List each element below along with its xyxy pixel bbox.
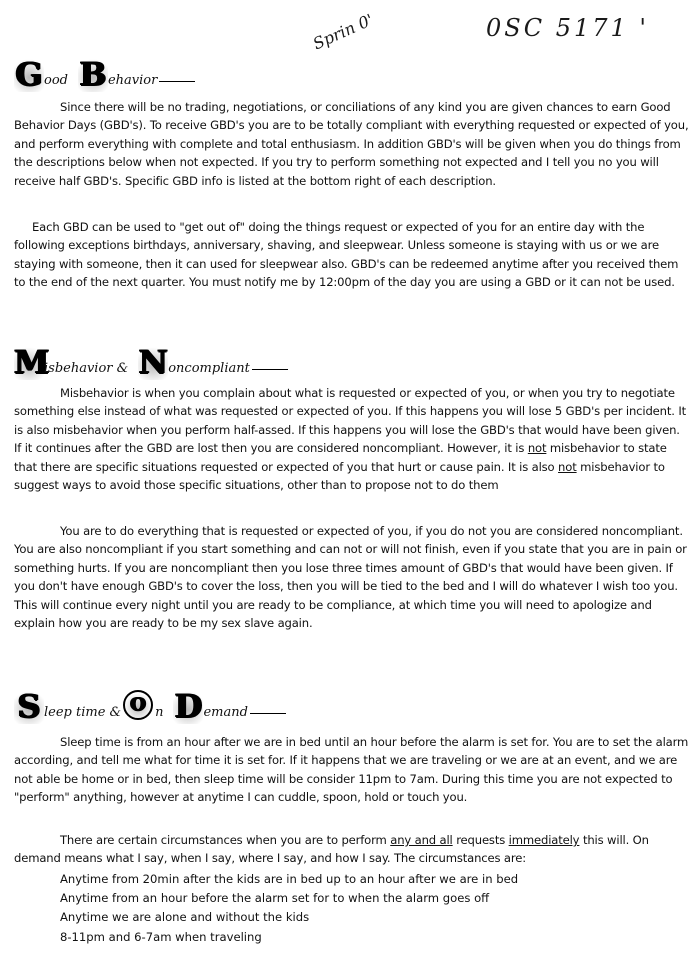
circumstance-list-item: Anytime from 20min after the kids are in bed up to an hour after we are in bed [60,872,519,886]
emphasized-not-2: not [558,459,577,474]
noncompliant-paragraph: You are to do everything that is requested or expected of you, if you do not you are considered noncompliant. You are also noncompliant if you start something and can not or will not finish, even if you state that you are in pain or something hurts. If you are noncompliant then you lose three times amount of GBD's that would have been given. If you don't have enough GBD's to cover the loss, then you will be tied to the bed and I will do whatever I wish too you. This will continue every night until you are ready to be compliance, at which time you will need to apologize and explain how you are ready to be my sex slave again. [14,524,687,631]
decorative-initial-d: D [174,687,203,725]
on-demand-paragraph [14,831,690,868]
circumstance-list-item: Anytime we are alone and without the kids [60,910,310,924]
sleep-time-paragraph: Sleep time is from an hour after we are in bed until an hour before the alarm is set for. You are to set the alarm according, and tell me what for time it is set for. If it happens that we are traveling or we are at an event, and we are not able be home or in bed, then sleep time will be consider 11pm to 7am. During this time you are not expected to "perform" anything, however at anytime I can cuddle, spoon, hold or touch you. [14,735,689,805]
heading-word-ood: ood [44,73,68,88]
good-behavior-heading [14,52,195,92]
emphasized-any-and-all: any and all [390,833,453,847]
decorative-initial-s: S [14,688,44,724]
misbehavior-text-part-3: misbehavior to suggest ways to avoid those specific situations, other than to propose not to do them [14,459,665,493]
good-behavior-paragraph-1: Since there will be no trading, negotiations, or conciliations of any kind you are given chances to earn Good Behavior Days (GBD's). To receive GBD's you are to be totally compliant with everything requested or expected of you, and perform everything with complete and total enthusiasm. In addition GBD's will be given when you do things from the descriptions below when not expected. If you try to perform something not expected and I tell you no you will receive half GBD's. Specific GBD info is listed at the bottom right of each description. [14,100,689,188]
circumstance-list-item: Anytime from an hour before the alarm set for to when the alarm goes off [60,891,490,905]
misbehavior-paragraph-1 [14,384,690,494]
decorative-initial-m: M [14,343,50,381]
misbehavior-text-part-1: Misbehavior is when you complain about what is requested or expected of you, or when you try to negotiate something else instead of what was requested or expected of you. If this happens you will lose 5 GBD's per incident. It is also misbehavior when you perform half-assed. If this happens you will lose the GBD's that would have been given. If it continues after the GBD are lost then you are considered noncompliant. However, it is [14,386,686,456]
heading-word-n: n [155,705,164,720]
heading-word-isbehavior: isbehavior & [44,361,129,376]
decorative-initial-o: O [123,690,153,720]
misbehavior-heading [14,340,288,380]
emphasized-immediately: immediately [508,833,580,847]
decorative-initial-b: B [79,55,107,93]
on-demand-text-part-3: this will. On demand means what I say, when I say, where I say, and how I say. The circumstances are: [14,833,649,866]
decorative-initial-n: N [138,343,168,381]
heading-rule [252,369,288,370]
heading-rule [159,81,195,82]
heading-word-oncompliant: oncompliant [168,361,250,376]
heading-rule [250,713,286,714]
heading-word-ehavior: ehavior [107,73,158,88]
heading-word-leep-time: leep time & [44,705,122,720]
misbehavior-text-part-2: misbehavior to state that there are specific situations requested or expected of you that hurt or cause pain. It is also [14,441,667,474]
handwritten-margin-note: Sprin 0' [310,9,377,54]
on-demand-text-part-2: requests [456,833,506,847]
good-behavior-paragraph-2: Each GBD can be used to "get out of" doing the things request or expected of you for an entire day with the following exceptions birthdays, anniversary, shaving, and sleepwear. Unless someone is staying with us or we are staying with someone, then it can used for sleepwear also. GBD's can be redeemed anytime after you received them to the end of the next quarter. You must notify me by 12:00pm of the day you are using a GBD or it can not be used. [14,220,679,290]
circumstance-list-item: 8-11pm and 6-7am when traveling [60,930,262,944]
on-demand-text-part-1: There are certain circumstances when you are to perform [60,833,387,847]
emphasized-not-1: not [527,441,547,456]
decorative-initial-g: G [15,55,43,93]
heading-word-emand: emand [203,705,248,720]
handwritten-document-id: 0SC 5171 ' [486,14,650,42]
sleep-time-heading [14,684,286,724]
